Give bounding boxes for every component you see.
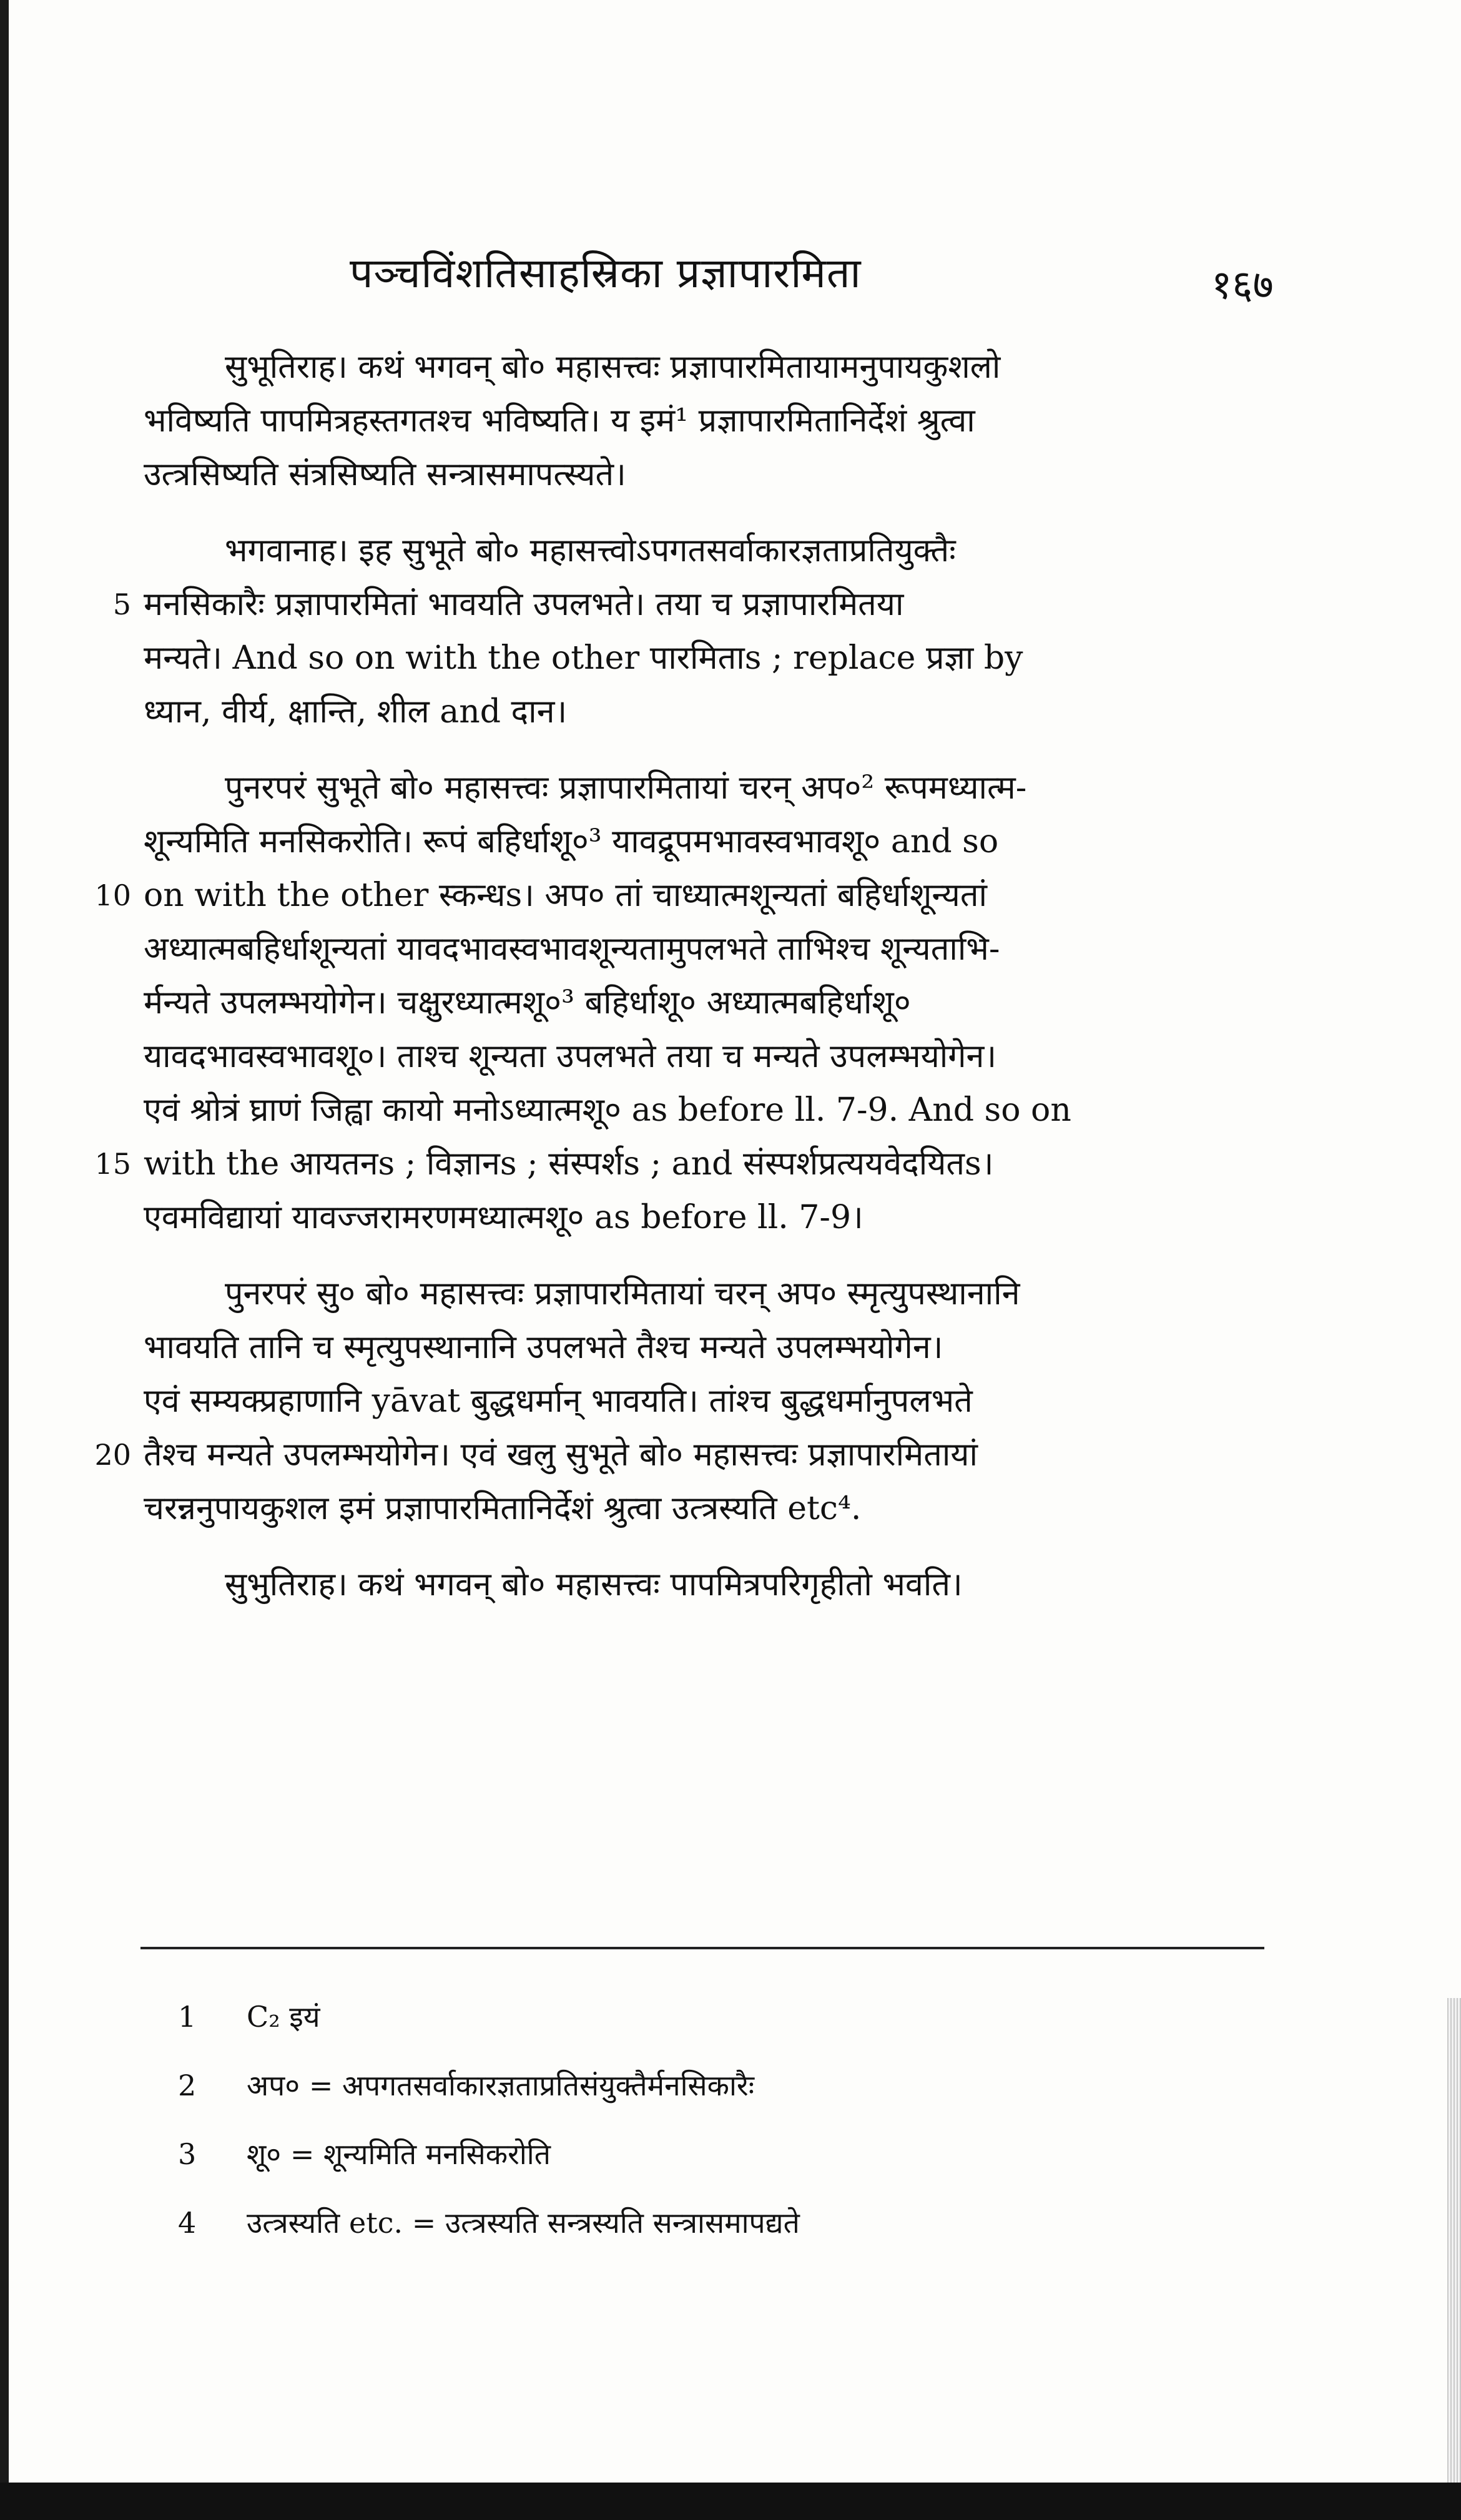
text-line — [144, 1267, 1267, 1321]
line-text: एवमविद्यायां यावज्जरामरणमध्यात्मशू० as before ll. 7-9। — [144, 1199, 863, 1236]
page-header — [350, 244, 1286, 312]
main-text — [94, 340, 1267, 1612]
line-text: भावयति तानि च स्मृत्युपस्थानानि उपलभते तैश्च मन्यते उपलम्भयोगेन। — [144, 1329, 943, 1366]
text-line — [144, 631, 1267, 685]
text-line — [144, 340, 1267, 394]
footnote-number: 4 — [178, 2206, 197, 2240]
text-line — [144, 976, 1267, 1030]
text-line — [144, 815, 1267, 869]
footnote-text: अप० = अपगतसर्वाकारज्ञताप्रतिसंयुक्तैर्मनसिकारैः — [247, 2069, 754, 2102]
text-line — [144, 1083, 1267, 1137]
footnote-text: C₂ इयं — [247, 2000, 320, 2034]
line-text: उत्त्रसिष्यति संत्रसिष्यति सन्त्रासमापत्स्यते। — [144, 456, 626, 493]
line-text: on with the other स्कन्धs। अप० तां चाध्यात्मशून्यतां बहिर्धाशून्यतां — [144, 877, 987, 914]
line-text: तैश्च मन्यते उपलम्भयोगेन। एवं खलु सुभूते बो० महासत्त्वः प्रज्ञापारमितायां — [144, 1436, 978, 1474]
line-text: अध्यात्मबहिर्धाशून्यतां यावदभावस्वभावशून्यतामुपलभते ताभिश्च शून्यताभि- — [144, 930, 1000, 968]
footnote-text: शू० = शून्यमिति मनसिकरोति — [247, 2137, 551, 2171]
line-text: सुभूतिराह। कथं भगवन् बो० महासत्त्वः प्रज्ञापारमितायामनुपायकुशलो — [225, 348, 1001, 386]
page-right-edge — [1447, 1998, 1461, 2520]
footnote-number: 2 — [178, 2069, 197, 2102]
text-line — [144, 1321, 1267, 1374]
line-text: ध्यान, वीर्य, क्षान्ति, शील and दान। — [144, 693, 568, 731]
line-number: 20 — [94, 1438, 131, 1472]
line-text: भविष्यति पापमित्रहस्तगतश्च भविष्यति। य इमं¹ प्रज्ञापारमितानिर्देशं श्रुत्वा — [144, 402, 975, 440]
line-text: पुनरपरं सुभूते बो० महासत्त्वः प्रज्ञापारमितायां चरन् अप०² रूपमध्यात्म- — [225, 769, 1027, 807]
line-text: भगवानाह। इह सुभूते बो० महासत्त्वोऽपगतसर्वाकारज्ञताप्रतियुक्तैः — [225, 532, 956, 569]
page-left-edge — [0, 0, 9, 2520]
line-number: 10 — [94, 879, 131, 912]
text-line — [94, 869, 1267, 922]
line-text: शून्यमिति मनसिकरोति। रूपं बहिर्धाशू०³ यावद्रूपमभावस्वभावशू० and so — [144, 823, 999, 860]
text-line — [144, 524, 1267, 578]
line-number: 15 — [94, 1147, 131, 1181]
footnote — [178, 1982, 1239, 2051]
line-text: र्मन्यते उपलम्भयोगेन। चक्षुरध्यात्मशू०³ बहिर्धाशू० अध्यात्मबहिर्धाशू० — [144, 984, 911, 1021]
text-line — [144, 922, 1267, 976]
text-line — [144, 1558, 1267, 1612]
line-number: 5 — [112, 588, 131, 621]
line-text: मनसिकारैः प्रज्ञापारमितां भावयति उपलभते। तया च प्रज्ञापारमितया — [144, 586, 904, 623]
text-line — [144, 685, 1267, 739]
footnote — [178, 2051, 1239, 2120]
line-text: पुनरपरं सु० बो० महासत्त्वः प्रज्ञापारमितायां चरन् अप० स्मृत्युपस्थानानि — [225, 1275, 1020, 1312]
text-line — [144, 1191, 1267, 1244]
text-line — [144, 1374, 1267, 1428]
footnote — [178, 2188, 1239, 2257]
footnote-divider — [140, 1947, 1264, 1949]
line-text: सुभुतिराह। कथं भगवन् बो० महासत्त्वः पापमित्रपरिगृहीतो भवति। — [225, 1566, 963, 1603]
line-text: with the आयतनs ; विज्ञानs ; संस्पर्शs ; and संस्पर्शप्रत्ययवेदयितs। — [144, 1145, 994, 1183]
text-line — [144, 1482, 1267, 1535]
line-text: मन्यते। And so on with the other पारमिताs ; replace प्रज्ञा by — [144, 639, 1023, 677]
text-line — [112, 578, 1267, 631]
running-title: पञ्चविंशतिसाहस्रिका प्रज्ञापारमिता — [350, 249, 862, 297]
footnote-text: उत्त्रस्यति etc. = उत्त्रस्यति सन्त्रस्यति सन्त्रासमापद्यते — [247, 2206, 800, 2240]
line-text: एवं श्रोत्रं घ्राणं जिह्वा कायो मनोऽध्यात्मशू० as before ll. 7-9. And so on — [144, 1091, 1071, 1129]
text-line — [144, 761, 1267, 815]
text-line — [94, 1137, 1267, 1191]
page-number: १६७ — [1211, 262, 1274, 308]
text-line — [144, 1030, 1267, 1083]
line-text: यावदभावस्वभावशू०। ताश्च शून्यता उपलभते तया च मन्यते उपलम्भयोगेन। — [144, 1038, 997, 1075]
line-text: एवं सम्यक्प्रहाणानि yāvat बुद्धधर्मान् भावयति। तांश्च बुद्धधर्मानुपलभते — [144, 1382, 973, 1420]
line-text: चरन्ननुपायकुशल इमं प्रज्ञापारमितानिर्देशं श्रुत्वा उत्त्रस्यति etc⁴. — [144, 1490, 862, 1527]
footnotes — [178, 1982, 1239, 2257]
text-line — [144, 394, 1267, 448]
text-line — [144, 448, 1267, 501]
page-bottom-edge — [0, 2483, 1461, 2520]
footnote-number: 1 — [178, 2000, 197, 2034]
footnote-number: 3 — [178, 2137, 197, 2171]
text-line — [94, 1428, 1267, 1482]
footnote — [178, 2120, 1239, 2188]
